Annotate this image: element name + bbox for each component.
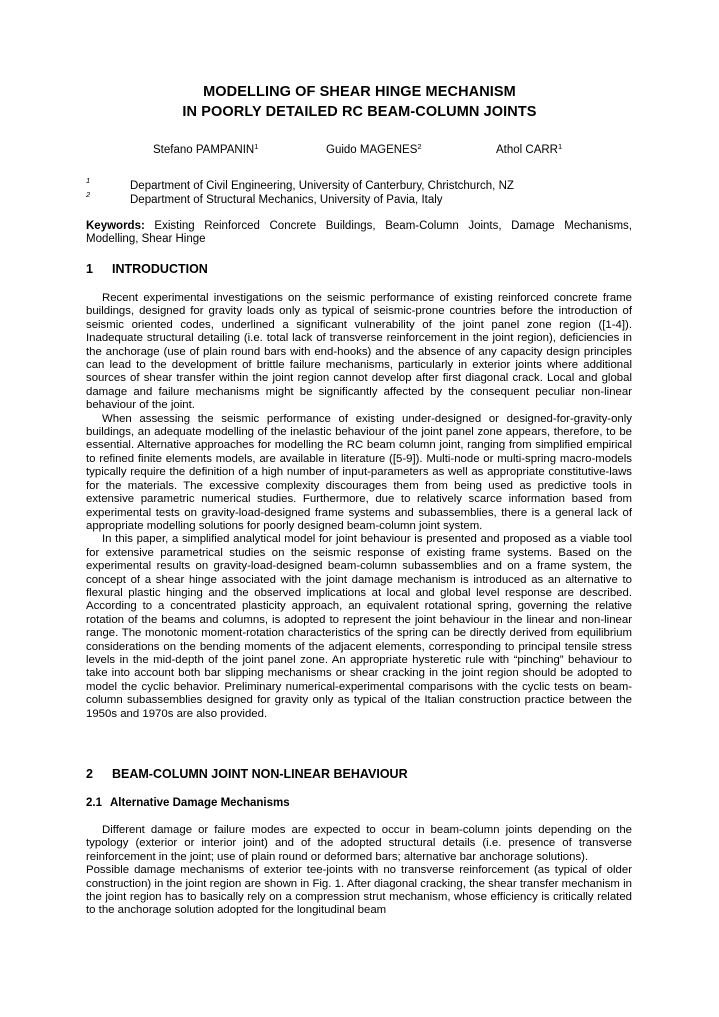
author-affiliation-mark: 2: [417, 142, 422, 151]
affiliation-number: 1: [86, 176, 91, 185]
author-2: [326, 144, 422, 156]
section-number: 2: [86, 767, 93, 781]
affiliation-2: Department of Structural Mechanics, University of Pavia, Italy: [130, 194, 443, 206]
paper-title-line-2: IN POORLY DETAILED RC BEAM-COLUMN JOINTS: [182, 104, 537, 120]
keywords-label: Keywords:: [86, 220, 145, 232]
section-title: INTRODUCTION: [112, 262, 208, 276]
paper-title-line-1: MODELLING OF SHEAR HINGE MECHANISM: [203, 84, 516, 100]
author-1: [153, 144, 258, 156]
paragraph: In this paper, a simplified analytical model for joint behaviour is presented and proposed as a viable tool for extensive parametrical studies on the seismic response of existing frame systems. Based on the experimental results on gravity-load-designed beam-column subassemblies and on a frame system, the concept of a shear hinge associated with the joint damage mechanism is introduced as an alternative to flexural plastic hinging and the observed implications at local and global level response are described. According to a concentrated plasticity approach, an equivalent rotational spring, governing the relative rotation of the beams and columns, is adopted to represent the joint behaviour in the linear and non-linear range. The monotonic moment-rotation characteristics of the spring can be directly derived from equilibrium considerations on the bending moments of the adjacent elements, corresponding to principal tensile stress levels in the mid-depth of the joint panel zone. An appropriate hysteretic rule with “pinching” behaviour to take into account both bar slipping mechanisms or shear cracking in the joint region should be adopted to model the cyclic behavior. Preliminary numerical-experimental comparisons with the cyclic tests on beam-column subassemblies designed for gravity only as typical of the Italian construction practice between the 1950s and 1970s are also provided.: [86, 533, 632, 720]
subsection-title: Alternative Damage Mechanisms: [110, 797, 290, 809]
keywords-text: Existing Reinforced Concrete Buildings, Beam-Column Joints, Damage Mechanisms, Modelling, Shear Hinge: [86, 220, 632, 246]
section-heading-introduction: [86, 262, 208, 276]
author-name: Athol CARR: [496, 144, 558, 156]
author-3: [496, 144, 562, 156]
keywords: [86, 220, 632, 247]
affiliation-number: 2: [86, 190, 91, 199]
section-title: BEAM-COLUMN JOINT NON-LINEAR BEHAVIOUR: [112, 767, 408, 781]
author-name: Stefano PAMPANIN: [153, 144, 255, 156]
section-1-body: [86, 292, 632, 721]
section-2-body: [86, 824, 632, 918]
author-affiliation-mark: 1: [558, 142, 563, 151]
paragraph: When assessing the seismic performance of existing under-designed or designed-for-gravity-only buildings, an adequate modelling of the inelastic behaviour of the joint panel zone appears, therefore, to be essential. Alternative approaches for modelling the RC beam column joint, ranging from simplified empirical to refined finite elements models, are available in literature ([5-9]). Multi-node or multi-spring macro-models typically require the definition of a high number of input-parameters as well as appropriate constitutive-laws for the materials. The excessive complexity discourages them from being used as predictive tools in extensive parametric numerical studies. Furthermore, due to relatively scarce information based from experimental tests on gravity-load-designed frame systems and subassemblies, there is a general lack of appropriate modelling solutions for poorly designed beam-column joint system.: [86, 412, 632, 532]
paragraph: Different damage or failure modes are expected to occur in beam-column joints depending on the typology (exterior or interior joint) and of the adopted structural details (i.e. presence of transverse reinforcement in the joint; use of plain round or deformed bars; alternative bar anchorage solutions).: [86, 824, 632, 863]
subsection-heading: [86, 797, 290, 809]
author-affiliation-mark: 1: [254, 142, 259, 151]
affiliation-1: Department of Civil Engineering, University of Canterbury, Christchurch, NZ: [130, 180, 514, 192]
paragraph: Possible damage mechanisms of exterior tee-joints with no transverse reinforcement (as typical of older construction) in the joint region are shown in Fig. 1. After diagonal cracking, the shear transfer mechanism in the joint region has to basically rely on a compression strut mechanism, whose efficiency is critically related to the anchorage solution adopted for the longitudinal beam: [86, 864, 632, 917]
section-heading-beam-column: [86, 767, 408, 781]
author-name: Guido MAGENES: [326, 144, 418, 156]
section-number: 1: [86, 262, 93, 276]
paragraph: Recent experimental investigations on the seismic performance of existing reinforced concrete frame buildings, designed for gravity loads only as typical of seismic-prone countries before the introduction of seismic oriented codes, underlined a significant vulnerability of the joint panel zone region ([1-4]). Inadequate structural detailing (i.e. total lack of transverse reinforcement in the joint region), deficiencies in the anchorage (use of plain round bars with end-hooks) and the absence of any capacity design principles can lead to the development of brittle failure mechanisms, particularly in exterior joints where additional sources of shear transfer within the joint region cannot develop after first diagonal crack. Local and global damage and failure mechanisms might be significantly affected by the consequent peculiar non-linear behaviour of the joint.: [86, 292, 632, 412]
subsection-number: 2.1: [86, 797, 102, 809]
